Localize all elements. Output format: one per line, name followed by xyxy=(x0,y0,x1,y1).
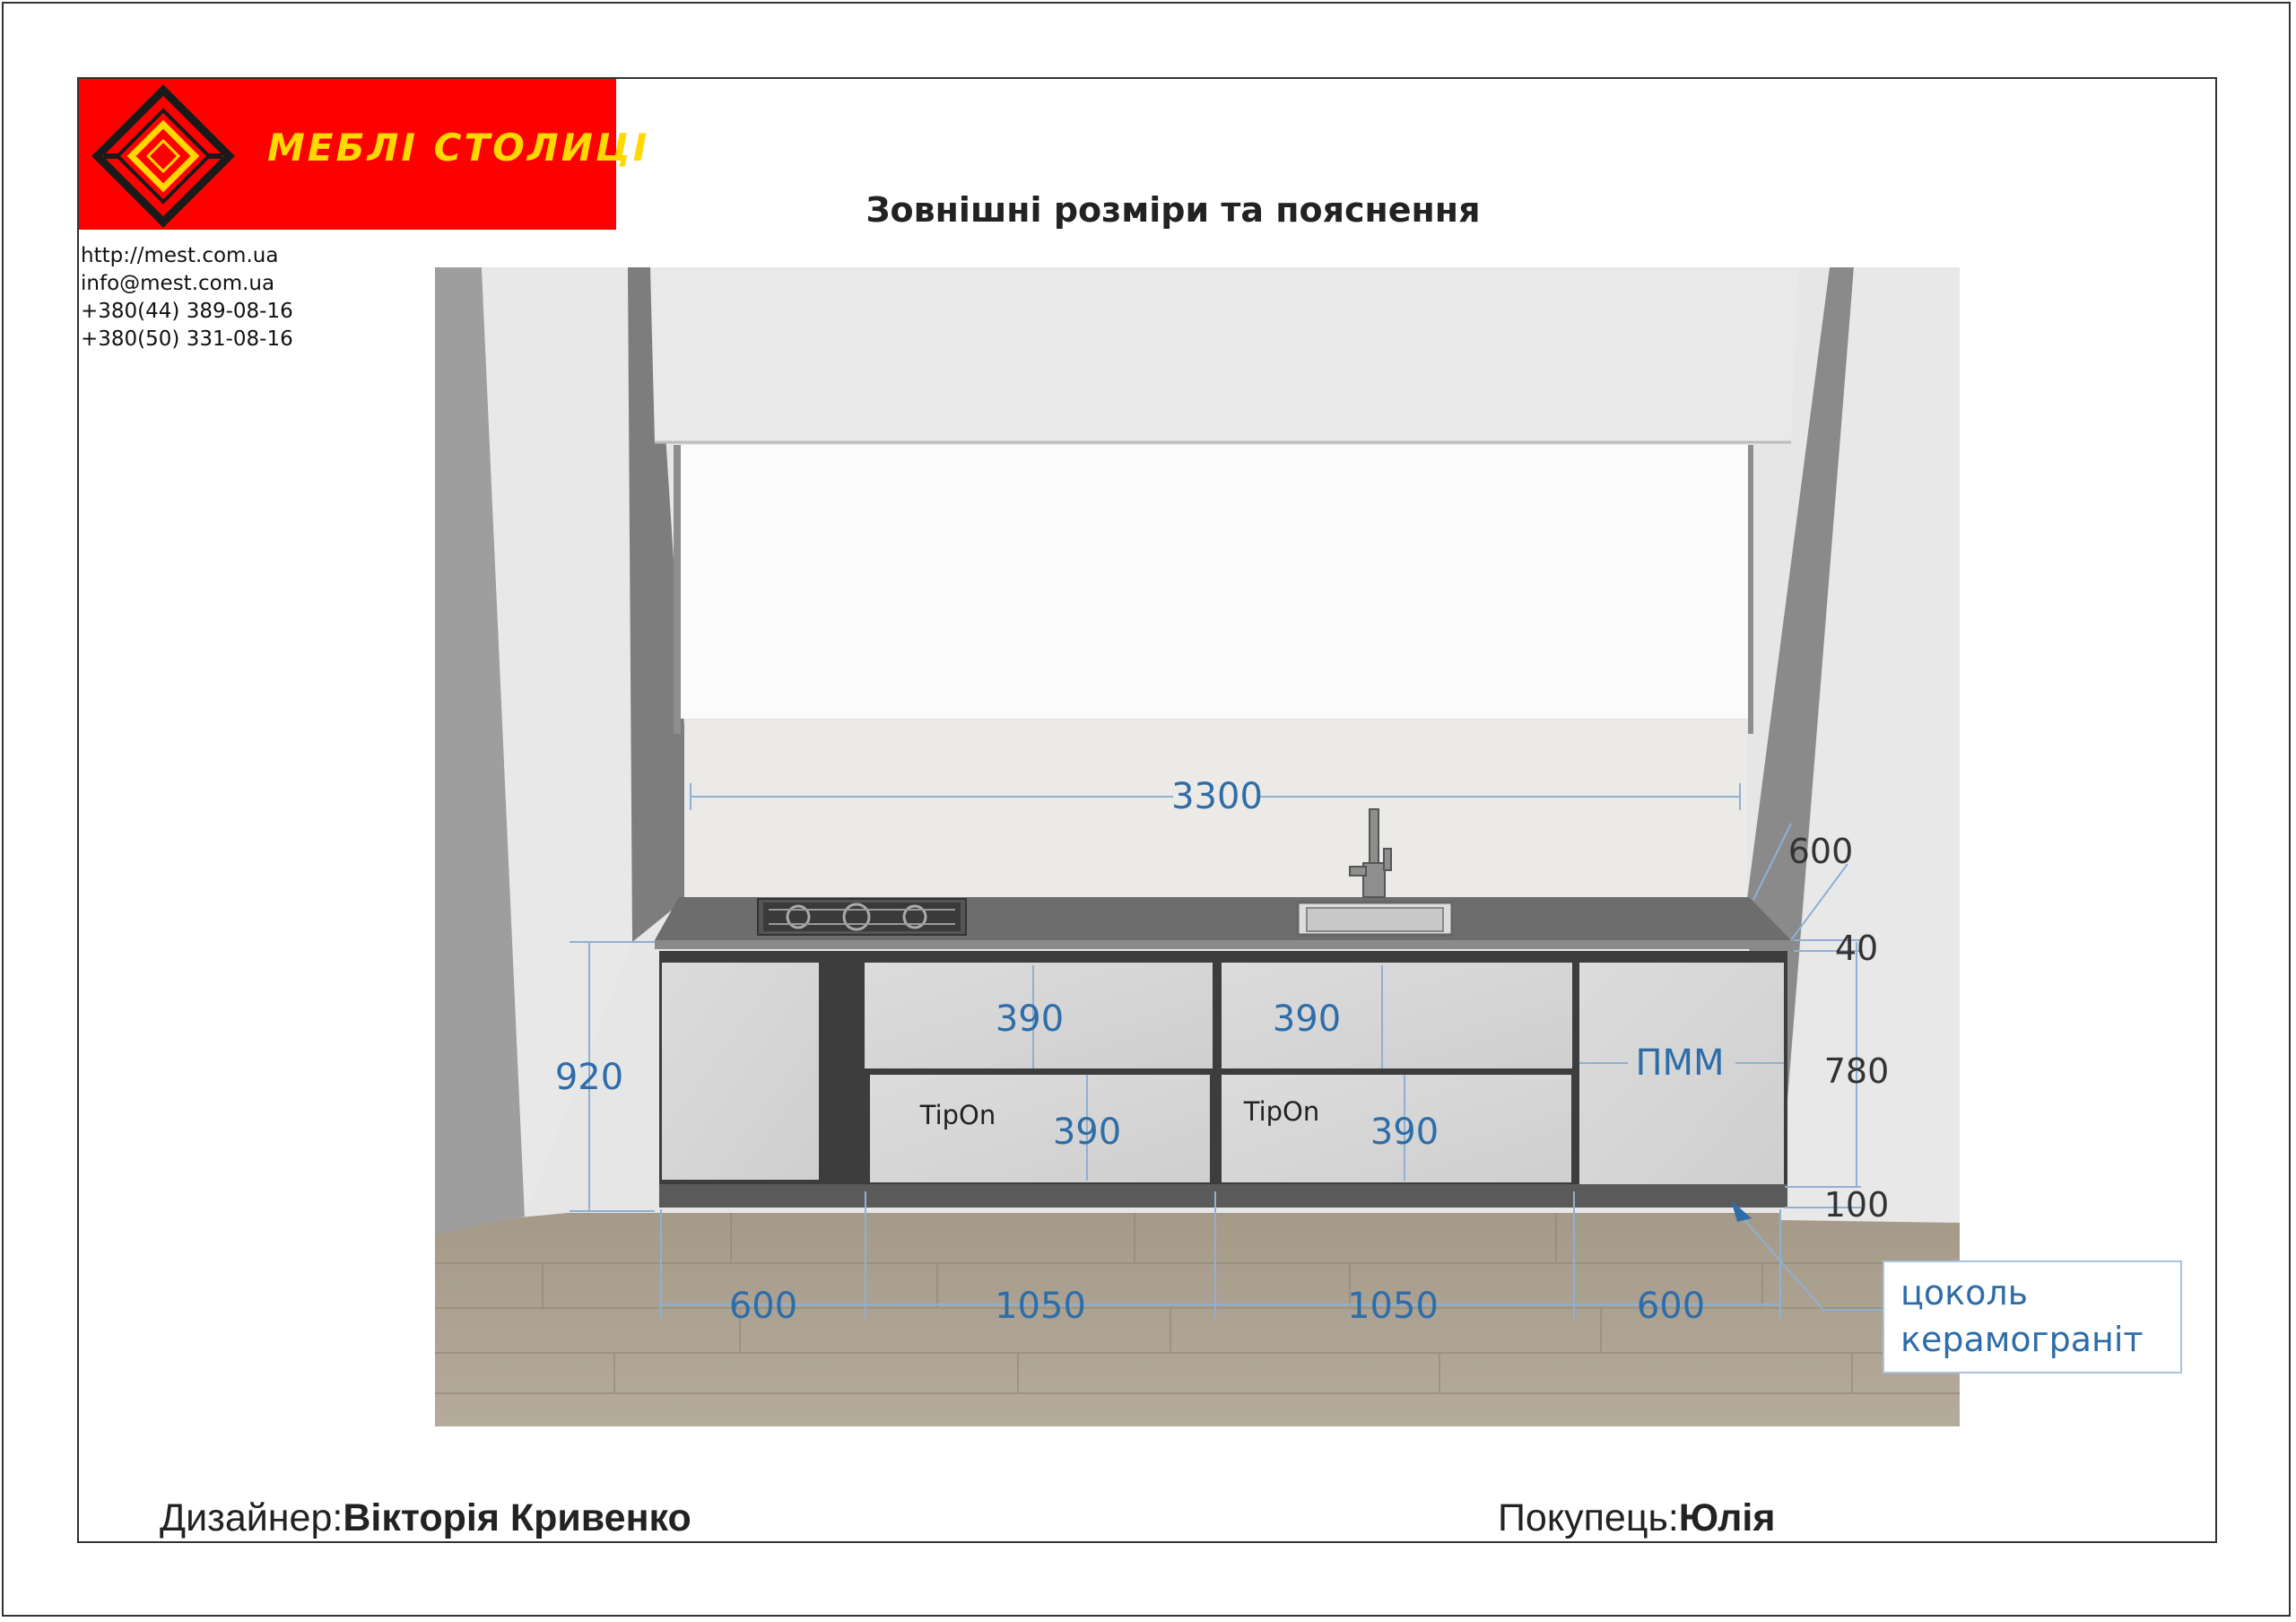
plinth-note-line-1: цоколь xyxy=(1900,1273,2028,1312)
dim-drawer-top-left: 390 xyxy=(995,998,1065,1040)
dishwasher-label: ПММ xyxy=(1635,1042,1725,1084)
phone-number-2: +380(50) 331-08-16 xyxy=(81,327,293,351)
window-panel xyxy=(677,445,1751,719)
dim-width-1: 600 xyxy=(728,1286,798,1327)
logo-wordmark: МЕБЛІ СТОЛИЦІ xyxy=(267,126,650,170)
customer-label: Покупець: xyxy=(1498,1496,1679,1539)
plinth-material-note xyxy=(1883,1260,2182,1373)
customer-info xyxy=(1498,1496,1775,1540)
sink-icon xyxy=(1298,903,1452,935)
dim-total-width: 3300 xyxy=(1171,776,1263,817)
dim-plinth: 100 xyxy=(1823,1185,1890,1225)
base-cabinets xyxy=(659,951,1787,1208)
designer-label: Дизайнер: xyxy=(160,1496,344,1539)
dim-drawer-bottom-right: 390 xyxy=(1370,1112,1439,1153)
dim-width-2: 1050 xyxy=(995,1286,1086,1327)
email-link[interactable]: info@mest.com.ua xyxy=(81,272,275,295)
upper-cabinet xyxy=(650,267,1798,442)
dim-drawer-top-right: 390 xyxy=(1272,998,1342,1040)
dim-width-4: 600 xyxy=(1636,1286,1706,1327)
tipon-label-right: TipOn xyxy=(1243,1096,1320,1127)
designer-info xyxy=(160,1496,691,1540)
website-link[interactable]: http://mest.com.ua xyxy=(81,244,279,267)
customer-name: Юлія xyxy=(1678,1496,1776,1539)
contact-info xyxy=(81,242,293,353)
designer-name: Вікторія Кривенко xyxy=(343,1496,691,1539)
phone-number-1: +380(44) 389-08-16 xyxy=(81,300,293,323)
cabinet-door-left xyxy=(662,963,819,1180)
sheet-title: Зовнішні розміри та пояснення xyxy=(865,190,1481,230)
tipon-label-left: TipOn xyxy=(919,1100,996,1130)
plinth xyxy=(659,1184,1787,1208)
dim-countertop: 40 xyxy=(1834,929,1879,968)
dim-overall-height: 920 xyxy=(554,1057,624,1098)
dim-cabinet-height: 780 xyxy=(1823,1051,1890,1091)
dim-drawer-bottom-left: 390 xyxy=(1052,1112,1122,1153)
plinth-note-line-2: керамограніт xyxy=(1900,1320,2144,1359)
dim-depth: 600 xyxy=(1787,832,1854,871)
gas-hob-icon xyxy=(758,899,966,935)
dim-width-3: 1050 xyxy=(1347,1286,1439,1327)
kitchen-elevation-drawing xyxy=(435,267,1960,1426)
floor xyxy=(435,1213,1960,1426)
